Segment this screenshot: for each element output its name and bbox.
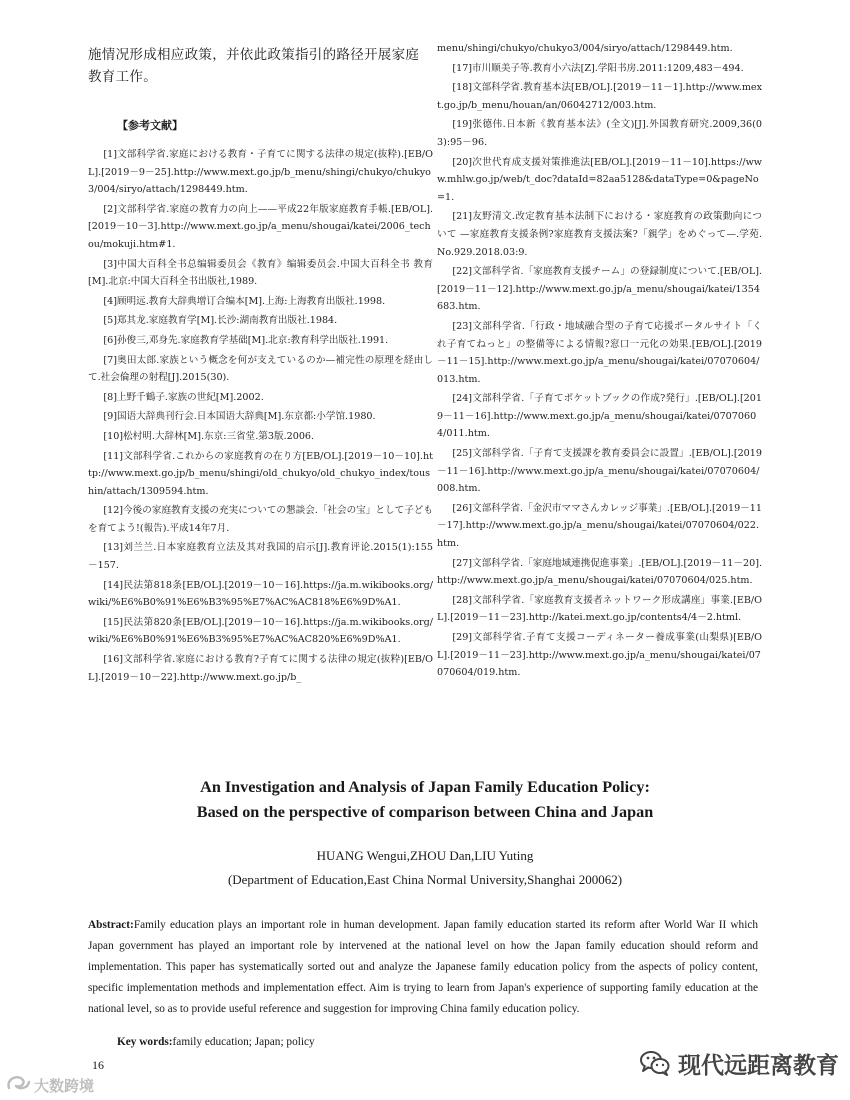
keywords-label: Key words: <box>117 1036 173 1048</box>
reference-item: [20]次世代育成支援対策推進法[EB/OL].[2019－11－10].https://www.mhlw.go.jp/web/t_doc?dataId=82aa5128&dataType=0&pageNo=1. <box>437 156 762 203</box>
reference-item: [29]文部科学省.子育て支援コーディネーター養成事業(山梨県)[EB/OL].[2019－11－23].http://www.mext.go.jp/a_menu/shougai/katei/07070604/019.htm. <box>437 632 762 679</box>
intro-paragraph: 施情况形成相应政策，并依此政策指引的路径开展家庭教育工作。 <box>88 47 420 85</box>
reference-item: [2]文部科学省.家庭の教育力の向上——平成22年版家庭教育手帳.[EB/OL].[2019－10－3].http://www.mext.go.jp/a_menu/shougai/katei/2006_techou/mokuji.htm#1. <box>88 203 433 250</box>
reference-item: [19]张德伟.日本新《教育基本法》(全文)[J].外国教育研究.2009,36(03):95－96. <box>437 119 762 148</box>
reference-item: [21]友野清文.改定教育基本法制下における・家庭教育の政策動向について —家庭教育支援条例?家庭教育支援法案?「親学」をめぐって—.学苑.No.929.2018.03:9. <box>437 211 762 258</box>
reference-item: [16]文部科学省.家庭における教育?子育てに関する法律の規定(抜粋)[EB/OL].[2019－10－22].http://www.mext.go.jp/b_ <box>88 654 433 683</box>
watermark-left-text: 大数跨境 <box>34 1076 95 1095</box>
reference-item: [6]孙俊三,邓身先.家庭教育学基础[M].北京:教育科学出版社.1991. <box>103 334 389 346</box>
abstract-label: Abstract: <box>88 919 134 931</box>
reference-item: [13]刘兰兰.日本家庭教育立法及其对我国的启示[J].教育评论.2015(1):155－157. <box>88 542 433 572</box>
english-title-line-2: Based on the perspective of comparison between China and Japan <box>196 803 654 821</box>
english-authors: HUANG Wengui,ZHOU Dan,LIU Yuting <box>316 848 534 863</box>
english-title-line-1: An Investigation and Analysis of Japan Family Education Policy: <box>200 778 650 796</box>
reference-item: [27]文部科学省.「家庭地域連携促進事業」.[EB/OL].[2019－11－20].http://www.mext.go.jp/a_menu/shougai/katei/07070604/025.htm. <box>437 557 762 587</box>
reference-item: [23]文部科学省.「行政・地域融合型の子育て応援ポータルサイト「くれ子育てねっと」の整備等による情報?窓口一元化の効果.[EB/OL].[2019－11－15].http://www.mext.go.jp/a_menu/shougai/katei/07070604/013.htm. <box>437 320 762 385</box>
watermark-right-text: 现代远距离教育 <box>678 1052 839 1079</box>
reference-item: [1]文部科学省.家庭における教育・子育てに関する法律の規定(抜粋).[EB/OL].[2019－9－25].http://www.mext.go.jp/b_menu/shingi/chukyo/chukyo3/004/siryo/attach/1298449.htm. <box>88 149 433 196</box>
reference-item: [14]民法第818条[EB/OL].[2019－10－16].https://ja.m.wikibooks.org/wiki/%E6%B0%91%E6%B3%95%E7%AC%AC818%E6%9D%A1. <box>88 579 433 609</box>
reference-item: [9]国语大辞典刊行会.日本国语大辞典[M].东京都:小学馆.1980. <box>103 411 376 423</box>
reference-item: [10]松村明.大辞林[M].东京:三省堂.第3版.2006. <box>103 430 315 442</box>
wechat-icon <box>640 1050 670 1076</box>
reference-item: [15]民法第820条[EB/OL].[2019－10－16].https://ja.m.wikibooks.org/wiki/%E6%B0%91%E6%B3%95%E7%AC%AC820%E6%9D%A1. <box>88 616 433 646</box>
reference-item: [22]文部科学省.「家庭教育支援チーム」の登録制度について.[EB/OL].[2019－11－12].http://www.mext.go.jp/a_menu/shougai/katei/1354683.htm. <box>437 266 762 313</box>
english-affiliation: (Department of Education,East China Normal University,Shanghai 200062) <box>227 872 623 887</box>
keywords-text: family education; Japan; policy <box>172 1036 315 1048</box>
swirl-logo-icon <box>6 1074 30 1096</box>
reference-item: [3]中国大百科全书总编辑委员会《教育》编辑委员会.中国大百科全书 教育[M].北京:中国大百科全书出版社,1989. <box>88 258 433 288</box>
watermark-right <box>640 1046 839 1080</box>
abstract-text: Family education plays an important role in human development. Japan family education started its reform after World War II which Japan government has played an important role by intervened at the national level on how the Japan family education should reform and implementation. This paper has systematically sorted out and analyze the Japanese family education policy from the aspects of policy content, specific implementation methods and implementation effect. Aim is trying to learn from Japan's experience of supporting family education at the national level, so as to provide useful reference and suggestion for improving China family education policy. <box>88 919 758 1015</box>
reference-item: [7]奥田太郎.家族という概念を何が支えているのか—補完性の原理を経由して.社会倫理の射程[J].2015(30). <box>88 354 433 384</box>
english-abstract <box>88 915 758 1020</box>
reference-item: [8]上野千鶴子.家族の世紀[M].2002. <box>103 391 264 403</box>
references-heading: 【参考文献】 <box>117 119 183 132</box>
reference-item: [12]今後の家庭教育支援の充実についての懇談会.「社会の宝」として子どもを育てよう!(報告).平成14年7月. <box>88 505 433 534</box>
reference-item: [26]文部科学省.「金沢市ママさんカレッジ事業」.[EB/OL].[2019－11－17].http://www.mext.go.jp/a_menu/shougai/katei/07070604/022.htm. <box>437 502 762 550</box>
reference-item: [18]文部科学省.教育基本法[EB/OL].[2019－11－1].http://www.mext.go.jp/b_menu/houan/an/06042712/003.htm. <box>437 82 763 111</box>
references-left-column <box>88 146 433 688</box>
reference-item: [11]文部科学省.これからの家庭教育の在り方[EB/OL].[2019－10－10].http://www.mext.go.jp/b_menu/shingi/old_chukyo/old_chukyo_index/toushin/attach/1309594.htm. <box>88 450 433 497</box>
page-number: 16 <box>92 1058 104 1072</box>
watermark-left <box>6 1074 94 1096</box>
references-right-column <box>437 40 762 684</box>
reference-item: [4]顾明远.教育大辞典增订合编本[M].上海:上海教育出版社.1998. <box>103 295 386 307</box>
reference-item: [28]文部科学省.「家庭教育支援者ネットワーク形成講座」事業.[EB/OL].[2019－11－23].http://katei.mext.go.jp/contents4/4－2.html. <box>437 594 762 624</box>
reference-item: [24]文部科学省.「子育てポケットブックの作成?発行」.[EB/OL].[2019－11－16].http://www.mext.go.jp/a_menu/shougai/katei/07070604/011.htm. <box>437 393 762 440</box>
reference-continuation: menu/shingi/chukyo/chukyo3/004/siryo/attach/1298449.htm. <box>437 43 733 54</box>
reference-item: [25]文部科学省.「子育て支援課を教育委員会に設置」.[EB/OL].[2019－11－16].http://www.mext.go.jp/a_menu/shougai/katei/07070604/008.htm. <box>437 448 762 495</box>
english-keywords <box>117 1036 315 1048</box>
reference-item: [5]郑其龙.家庭教育学[M].长沙:湖南教育出版社.1984. <box>103 315 338 327</box>
reference-item: [17]市川顺美子等.教育小六法[Z].学阳书房.2011:1209,483－494. <box>452 62 744 74</box>
